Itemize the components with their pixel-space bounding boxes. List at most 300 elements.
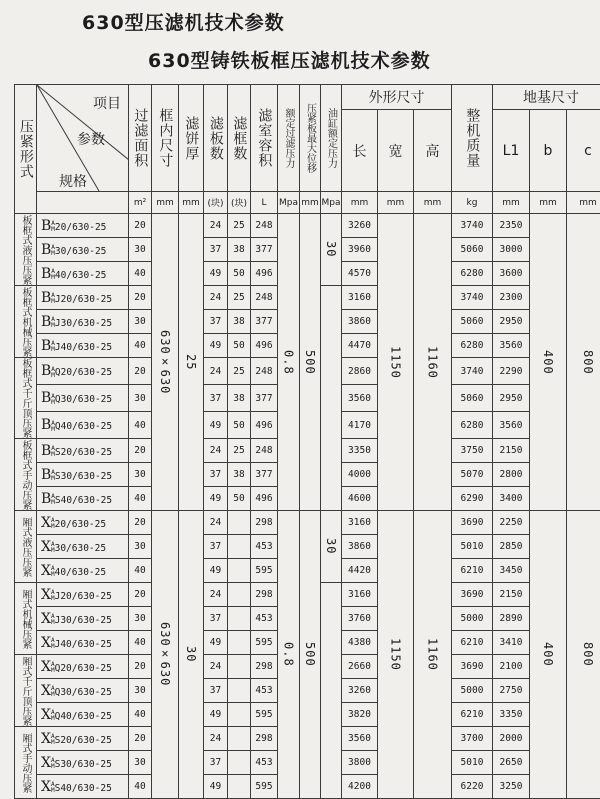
frames-cell	[228, 535, 251, 559]
header-row	[15, 85, 600, 110]
volume-cell: 377	[251, 463, 278, 487]
filter-area-cell: 20	[129, 439, 152, 463]
model-code: XA MQ30/630-25	[37, 679, 129, 703]
unit-width: mm	[378, 192, 414, 214]
header-length: 长	[342, 110, 378, 192]
model-code: XA M40/630-25	[37, 559, 129, 583]
l1-cell: 2000	[493, 727, 530, 751]
model-code: BA MQ30/630-25	[37, 385, 129, 412]
model-suffix: J40/630-25	[55, 342, 112, 353]
frames-cell	[228, 727, 251, 751]
unit-cyl: Mpa	[321, 192, 342, 214]
length-cell: 2860	[342, 358, 378, 385]
model-suffix: Q20/630-25	[55, 367, 112, 378]
model-code: BA MJ30/630-25	[37, 310, 129, 334]
model-code: XA MJ40/630-25	[37, 631, 129, 655]
plates-cell: 37	[204, 751, 228, 775]
l1-cell: 2650	[493, 751, 530, 775]
model-suffix: Q30/630-25	[55, 687, 112, 698]
model-suffix: Q30/630-25	[55, 394, 112, 405]
plates-cell: 24	[204, 358, 228, 385]
frames-cell	[228, 655, 251, 679]
volume-cell: 496	[251, 262, 278, 286]
frames-cell: 25	[228, 439, 251, 463]
header-outline: 外形尺寸	[342, 85, 452, 110]
model-code: BA M30/630-25	[37, 238, 129, 262]
volume-cell: 298	[251, 727, 278, 751]
model-code: XA MQ40/630-25	[37, 703, 129, 727]
model-code: XA MS30/630-25	[37, 751, 129, 775]
l1-cell: 3250	[493, 775, 530, 799]
model-code: BA MS40/630-25	[37, 487, 129, 511]
model-prefix: B	[41, 491, 51, 507]
corner-spec-label: 规格	[59, 171, 87, 191]
model-code: XA MJ30/630-25	[37, 607, 129, 631]
length-cell: 4000	[342, 463, 378, 487]
page-title: 630型压滤机技术参数	[82, 8, 285, 35]
plates-cell: 37	[204, 535, 228, 559]
weight-cell: 5060	[452, 310, 493, 334]
model-suffix: J40/630-25	[55, 639, 112, 650]
l1-cell: 3400	[493, 487, 530, 511]
height-cell: 1160	[414, 214, 452, 511]
unit-area: m²	[129, 192, 152, 214]
travel-cell: 500	[300, 214, 321, 511]
weight-cell: 6210	[452, 631, 493, 655]
unit-c: mm	[567, 192, 600, 214]
model-prefix: X	[41, 683, 51, 699]
model-prefix: B	[41, 467, 51, 483]
volume-cell: 595	[251, 631, 278, 655]
units-row	[15, 192, 600, 214]
plates-cell: 37	[204, 463, 228, 487]
length-cell: 3350	[342, 439, 378, 463]
volume-cell: 377	[251, 238, 278, 262]
unit-plates: (块)	[204, 192, 228, 214]
header-width: 宽	[378, 110, 414, 192]
model-code: BA MS30/630-25	[37, 463, 129, 487]
model-suffix: J30/630-25	[55, 318, 112, 329]
model-prefix: B	[41, 242, 51, 258]
header-chamber-volume: 滤室容积	[251, 85, 278, 192]
header-max-travel: 压紧板最大位移	[300, 85, 321, 192]
volume-cell: 248	[251, 358, 278, 385]
volume-cell: 496	[251, 412, 278, 439]
model-prefix: X	[41, 779, 51, 795]
press-type-label: 板框式千斤顶压紧	[15, 358, 37, 439]
model-prefix: X	[41, 659, 51, 675]
header-cake-thickness: 滤饼厚	[179, 85, 204, 192]
pressure-cell: 0.8	[278, 214, 300, 511]
model-suffix: S20/630-25	[55, 447, 112, 458]
l1-cell: 2290	[493, 358, 530, 385]
filter-area-cell: 40	[129, 412, 152, 439]
weight-cell: 6220	[452, 775, 493, 799]
frames-cell: 25	[228, 286, 251, 310]
volume-cell: 496	[251, 334, 278, 358]
press-type-label: 厢式手动压紧	[15, 727, 37, 799]
volume-cell: 595	[251, 559, 278, 583]
model-code: XA MQ20/630-25	[37, 655, 129, 679]
filter-area-cell: 40	[129, 775, 152, 799]
page-subtitle: 630型铸铁板框压滤机技术参数	[148, 46, 431, 73]
length-cell: 3160	[342, 286, 378, 310]
header-l1: L1	[493, 110, 530, 192]
unit-spec-blank	[37, 192, 129, 214]
model-suffix: Q40/630-25	[55, 711, 112, 722]
length-cell: 4600	[342, 487, 378, 511]
weight-cell: 3740	[452, 358, 493, 385]
length-cell: 4380	[342, 631, 378, 655]
model-code: BA M20/630-25	[37, 214, 129, 238]
l1-cell: 2890	[493, 607, 530, 631]
corner-param-label: 参数	[77, 129, 105, 149]
frame-inner-cell: 630×630	[152, 511, 179, 799]
length-cell: 3820	[342, 703, 378, 727]
header-frame-inner: 框内尺寸	[152, 85, 179, 192]
header-plates: 滤板数	[204, 85, 228, 192]
frames-cell: 50	[228, 412, 251, 439]
model-prefix: B	[41, 363, 51, 379]
model-code: XA MS20/630-25	[37, 727, 129, 751]
b-cell: 400	[530, 214, 567, 511]
plates-cell: 49	[204, 775, 228, 799]
header-weight: 整机质量	[452, 85, 493, 192]
model-code: XA M30/630-25	[37, 535, 129, 559]
weight-cell: 6210	[452, 559, 493, 583]
l1-cell: 2250	[493, 511, 530, 535]
cyl-pressure-empty	[321, 286, 342, 511]
cake-thickness-cell: 30	[179, 511, 204, 799]
filter-area-cell: 20	[129, 583, 152, 607]
frames-cell: 38	[228, 385, 251, 412]
filter-area-cell: 40	[129, 487, 152, 511]
filter-area-cell: 40	[129, 559, 152, 583]
filter-area-cell: 20	[129, 727, 152, 751]
spec-table-body	[15, 85, 600, 799]
filter-area-cell: 30	[129, 463, 152, 487]
press-type-label: 板框式手动压紧	[15, 439, 37, 511]
header-corner	[37, 85, 129, 192]
press-type-label: 板框式液压压紧	[15, 214, 37, 286]
length-cell: 3800	[342, 751, 378, 775]
l1-cell: 2100	[493, 655, 530, 679]
plates-cell: 24	[204, 511, 228, 535]
cyl-pressure-cell: 30	[321, 214, 342, 286]
weight-cell: 6280	[452, 334, 493, 358]
volume-cell: 298	[251, 655, 278, 679]
l1-cell: 3600	[493, 262, 530, 286]
l1-cell: 2300	[493, 286, 530, 310]
volume-cell: 453	[251, 679, 278, 703]
model-prefix: B	[41, 390, 51, 406]
model-prefix: X	[41, 515, 51, 531]
model-code: BA MQ40/630-25	[37, 412, 129, 439]
model-suffix: S40/630-25	[55, 783, 112, 794]
filter-area-cell: 20	[129, 214, 152, 238]
model-prefix: B	[41, 338, 51, 354]
length-cell: 3860	[342, 535, 378, 559]
header-filter-area: 过滤面积	[129, 85, 152, 192]
l1-cell: 3450	[493, 559, 530, 583]
frames-cell	[228, 631, 251, 655]
model-suffix: 30/630-25	[55, 246, 106, 257]
length-cell: 2660	[342, 655, 378, 679]
l1-cell: 2750	[493, 679, 530, 703]
plates-cell: 37	[204, 238, 228, 262]
filter-area-cell: 40	[129, 631, 152, 655]
frames-cell: 50	[228, 334, 251, 358]
weight-cell: 3690	[452, 511, 493, 535]
volume-cell: 298	[251, 583, 278, 607]
header-cyl-pressure: 油缸额定压力	[321, 85, 342, 192]
plates-cell: 24	[204, 286, 228, 310]
table-row	[15, 511, 600, 535]
model-suffix: S40/630-25	[55, 495, 112, 506]
model-prefix: B	[41, 443, 51, 459]
model-code: BA MS20/630-25	[37, 439, 129, 463]
volume-cell: 453	[251, 751, 278, 775]
cake-thickness-cell: 25	[179, 214, 204, 511]
filter-area-cell: 30	[129, 751, 152, 775]
plates-cell: 37	[204, 310, 228, 334]
model-prefix: B	[41, 266, 51, 282]
filter-area-cell: 30	[129, 607, 152, 631]
model-suffix: S30/630-25	[55, 759, 112, 770]
filter-area-cell: 30	[129, 385, 152, 412]
weight-cell: 6210	[452, 703, 493, 727]
unit-frame: mm	[152, 192, 179, 214]
length-cell: 3760	[342, 607, 378, 631]
frames-cell	[228, 511, 251, 535]
width-cell: 1150	[378, 511, 414, 799]
model-prefix: X	[41, 539, 51, 555]
filter-area-cell: 20	[129, 286, 152, 310]
volume-cell: 377	[251, 385, 278, 412]
length-cell: 3560	[342, 385, 378, 412]
model-prefix: B	[41, 290, 51, 306]
model-suffix: J20/630-25	[55, 591, 112, 602]
frames-cell	[228, 679, 251, 703]
l1-cell: 2150	[493, 583, 530, 607]
model-prefix: X	[41, 611, 51, 627]
plates-cell: 37	[204, 385, 228, 412]
frames-cell	[228, 559, 251, 583]
weight-cell: 5000	[452, 679, 493, 703]
filter-area-cell: 30	[129, 679, 152, 703]
weight-cell: 3690	[452, 655, 493, 679]
unit-pressure: Mpa	[278, 192, 300, 214]
volume-cell: 248	[251, 214, 278, 238]
plates-cell: 49	[204, 412, 228, 439]
table-row	[15, 214, 600, 238]
unit-travel: mm	[300, 192, 321, 214]
travel-cell: 500	[300, 511, 321, 799]
weight-cell: 5060	[452, 385, 493, 412]
weight-cell: 3690	[452, 583, 493, 607]
pressure-cell: 0.8	[278, 511, 300, 799]
plates-cell: 49	[204, 487, 228, 511]
model-suffix: 20/630-25	[55, 519, 106, 530]
l1-cell: 3410	[493, 631, 530, 655]
model-prefix: B	[41, 417, 51, 433]
model-prefix: B	[41, 314, 51, 330]
length-cell: 3960	[342, 238, 378, 262]
frames-cell	[228, 775, 251, 799]
length-cell: 4200	[342, 775, 378, 799]
header-c: c	[567, 110, 600, 192]
l1-cell: 3560	[493, 334, 530, 358]
plates-cell: 24	[204, 214, 228, 238]
model-code: XA M20/630-25	[37, 511, 129, 535]
weight-cell: 5070	[452, 463, 493, 487]
unit-volume: L	[251, 192, 278, 214]
frames-cell: 38	[228, 463, 251, 487]
filter-area-cell: 40	[129, 703, 152, 727]
l1-cell: 3560	[493, 412, 530, 439]
model-suffix: 40/630-25	[55, 270, 106, 281]
unit-weight: kg	[452, 192, 493, 214]
plates-cell: 37	[204, 607, 228, 631]
filter-area-cell: 30	[129, 535, 152, 559]
press-type-label: 厢式机械压紧	[15, 583, 37, 655]
header-height: 高	[414, 110, 452, 192]
l1-cell: 2350	[493, 214, 530, 238]
header-rated-pressure: 额定过滤压力	[278, 85, 300, 192]
width-cell: 1150	[378, 214, 414, 511]
plates-cell: 49	[204, 703, 228, 727]
press-type-label: 厢式液压压紧	[15, 511, 37, 583]
plates-cell: 49	[204, 631, 228, 655]
frames-cell	[228, 607, 251, 631]
model-prefix: B	[41, 218, 51, 234]
l1-cell: 3000	[493, 238, 530, 262]
filter-area-cell: 30	[129, 310, 152, 334]
filter-area-cell: 20	[129, 358, 152, 385]
unit-l1: mm	[493, 192, 530, 214]
weight-cell: 3740	[452, 214, 493, 238]
volume-cell: 248	[251, 286, 278, 310]
header-b: b	[530, 110, 567, 192]
c-cell: 800	[567, 511, 600, 799]
c-cell: 800	[567, 214, 600, 511]
filter-area-cell: 20	[129, 511, 152, 535]
length-cell: 3560	[342, 727, 378, 751]
cyl-pressure-cell: 30	[321, 511, 342, 583]
filter-area-cell: 40	[129, 334, 152, 358]
plates-cell: 49	[204, 334, 228, 358]
plates-cell: 24	[204, 727, 228, 751]
filter-area-cell: 20	[129, 655, 152, 679]
press-type-label: 厢式千斤顶压紧	[15, 655, 37, 727]
l1-cell: 2950	[493, 385, 530, 412]
volume-cell: 453	[251, 535, 278, 559]
l1-cell: 2950	[493, 310, 530, 334]
filter-area-cell: 30	[129, 238, 152, 262]
length-cell: 3860	[342, 310, 378, 334]
frames-cell: 25	[228, 214, 251, 238]
l1-cell: 3350	[493, 703, 530, 727]
model-code: BA M40/630-25	[37, 262, 129, 286]
header-press-type: 压紧形式	[15, 85, 37, 214]
volume-cell: 595	[251, 703, 278, 727]
unit-frames: (块)	[228, 192, 251, 214]
model-suffix: J30/630-25	[55, 615, 112, 626]
weight-cell: 5010	[452, 751, 493, 775]
model-suffix: Q40/630-25	[55, 421, 112, 432]
model-code: XA MJ20/630-25	[37, 583, 129, 607]
press-type-label: 板框式机械压紧	[15, 286, 37, 358]
volume-cell: 453	[251, 607, 278, 631]
plates-cell: 24	[204, 439, 228, 463]
model-prefix: X	[41, 587, 51, 603]
frames-cell: 38	[228, 310, 251, 334]
model-suffix: 30/630-25	[55, 543, 106, 554]
header-frames: 滤框数	[228, 85, 251, 192]
frames-cell	[228, 583, 251, 607]
l1-cell: 2150	[493, 439, 530, 463]
model-suffix: S30/630-25	[55, 471, 112, 482]
model-code: BA MJ40/630-25	[37, 334, 129, 358]
model-prefix: X	[41, 755, 51, 771]
frames-cell: 25	[228, 358, 251, 385]
l1-cell: 2850	[493, 535, 530, 559]
model-suffix: Q20/630-25	[55, 663, 112, 674]
model-suffix: S20/630-25	[55, 735, 112, 746]
header-foundation: 地基尺寸	[493, 85, 600, 110]
weight-cell: 6280	[452, 262, 493, 286]
frames-cell: 38	[228, 238, 251, 262]
cyl-pressure-empty	[321, 583, 342, 799]
model-suffix: J20/630-25	[55, 294, 112, 305]
plates-cell: 37	[204, 679, 228, 703]
model-prefix: X	[41, 707, 51, 723]
volume-cell: 377	[251, 310, 278, 334]
unit-height: mm	[414, 192, 452, 214]
unit-cake: mm	[179, 192, 204, 214]
height-cell: 1160	[414, 511, 452, 799]
weight-cell: 5060	[452, 238, 493, 262]
plates-cell: 49	[204, 559, 228, 583]
filter-area-cell: 40	[129, 262, 152, 286]
weight-cell: 3740	[452, 286, 493, 310]
model-prefix: X	[41, 563, 51, 579]
model-suffix: 20/630-25	[55, 222, 106, 233]
weight-cell: 3750	[452, 439, 493, 463]
plates-cell: 24	[204, 655, 228, 679]
volume-cell: 496	[251, 487, 278, 511]
unit-b: mm	[530, 192, 567, 214]
frames-cell	[228, 751, 251, 775]
weight-cell: 5010	[452, 535, 493, 559]
plates-cell: 49	[204, 262, 228, 286]
corner-item-label: 项目	[93, 93, 121, 113]
length-cell: 4170	[342, 412, 378, 439]
model-code: BA MJ20/630-25	[37, 286, 129, 310]
plates-cell: 24	[204, 583, 228, 607]
frame-inner-cell: 630×630	[152, 214, 179, 511]
model-suffix: 40/630-25	[55, 567, 106, 578]
length-cell: 4570	[342, 262, 378, 286]
model-prefix: X	[41, 635, 51, 651]
weight-cell: 6290	[452, 487, 493, 511]
length-cell: 3260	[342, 214, 378, 238]
l1-cell: 2800	[493, 463, 530, 487]
frames-cell	[228, 703, 251, 727]
model-prefix: X	[41, 731, 51, 747]
length-cell: 3260	[342, 679, 378, 703]
model-code: XA MS40/630-25	[37, 775, 129, 799]
